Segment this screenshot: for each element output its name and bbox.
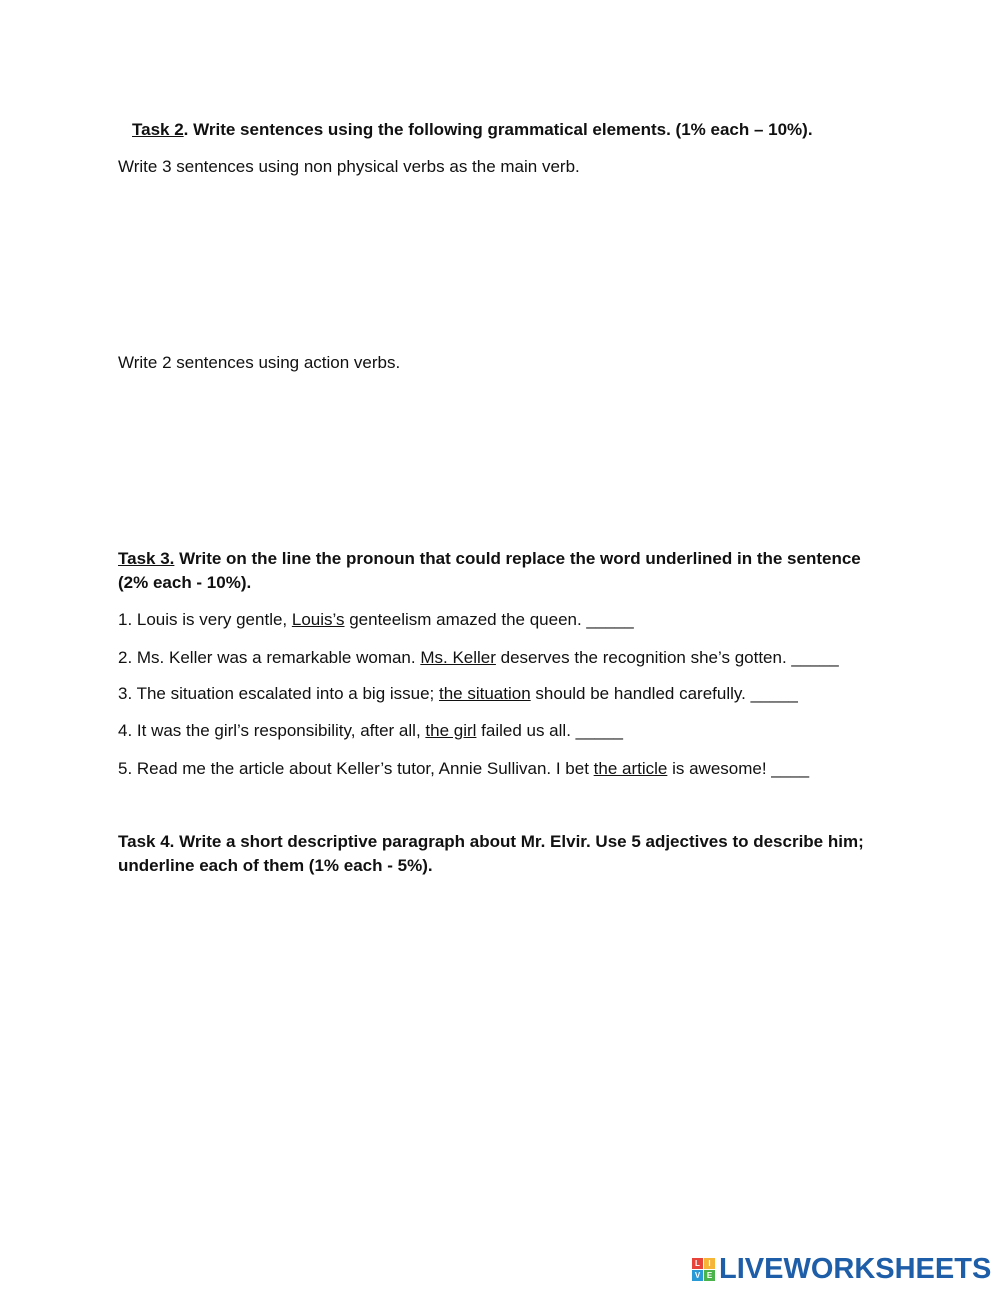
task2-instructions: . Write sentences using the following grammatical elements. (1% each – 10%). <box>183 120 813 139</box>
task3-item-4 <box>118 719 623 743</box>
item-text-before: 1. Louis is very gentle, <box>118 610 292 629</box>
liveworksheets-logo-text: LIVEWORKSHEETS <box>719 1252 992 1285</box>
item-text-after: failed us all. _____ <box>476 721 623 740</box>
item-underlined-word: the situation <box>439 684 531 703</box>
task2-heading <box>132 118 813 142</box>
item-text-before: 3. The situation escalated into a big issue; <box>118 684 439 703</box>
liveworksheets-logo-icon <box>692 1258 715 1281</box>
task4-heading-line2: underline each of them (1% each - 5%). <box>118 856 433 875</box>
item-underlined-word: the girl <box>425 721 477 740</box>
task2-label: Task 2 <box>132 120 184 139</box>
item-text-after: is awesome! ____ <box>667 759 810 778</box>
item-text-after: should be handled carefully. _____ <box>530 684 798 703</box>
task3-item-3 <box>118 682 798 706</box>
item-text-before: 2. Ms. Keller was a remarkable woman. <box>118 648 421 667</box>
item-text-before: 4. It was the girl’s responsibility, after all, <box>118 721 426 740</box>
task4-heading: Task 4. Write a short descriptive paragraph about Mr. Elvir. Use 5 adjectives to describe him; <box>118 832 864 851</box>
item-text-after: deserves the recognition she’s gotten. _____ <box>495 648 839 667</box>
item-text-after: genteelism amazed the queen. _____ <box>344 610 634 629</box>
item-underlined-word: Ms. Keller <box>420 648 496 667</box>
task3-heading-points: (2% each - 10%). <box>118 573 252 592</box>
logo-mark-letter: I <box>704 1258 715 1269</box>
item-underlined-word: Louis’s <box>291 610 345 629</box>
item-underlined-word: the article <box>593 759 668 778</box>
task3-item-5 <box>118 757 809 781</box>
task3-heading <box>118 547 861 571</box>
task3-label: Task 3. <box>118 549 175 568</box>
logo-mark-letter: E <box>704 1270 715 1281</box>
task2-prompt-action-verbs: Write 2 sentences using action verbs. <box>118 353 401 372</box>
logo-mark-letter: V <box>692 1270 703 1281</box>
item-text-before: 5. Read me the article about Keller’s tutor, Annie Sullivan. I bet <box>118 759 594 778</box>
task2-prompt-non-physical-verbs: Write 3 sentences using non physical verbs as the main verb. <box>118 157 580 176</box>
logo-mark-letter: L <box>692 1258 703 1269</box>
task3-instructions: Write on the line the pronoun that could replace the word underlined in the sentence <box>174 549 861 568</box>
task3-item-2 <box>118 646 839 670</box>
liveworksheets-logo <box>692 1253 991 1285</box>
task3-item-1 <box>118 608 634 632</box>
